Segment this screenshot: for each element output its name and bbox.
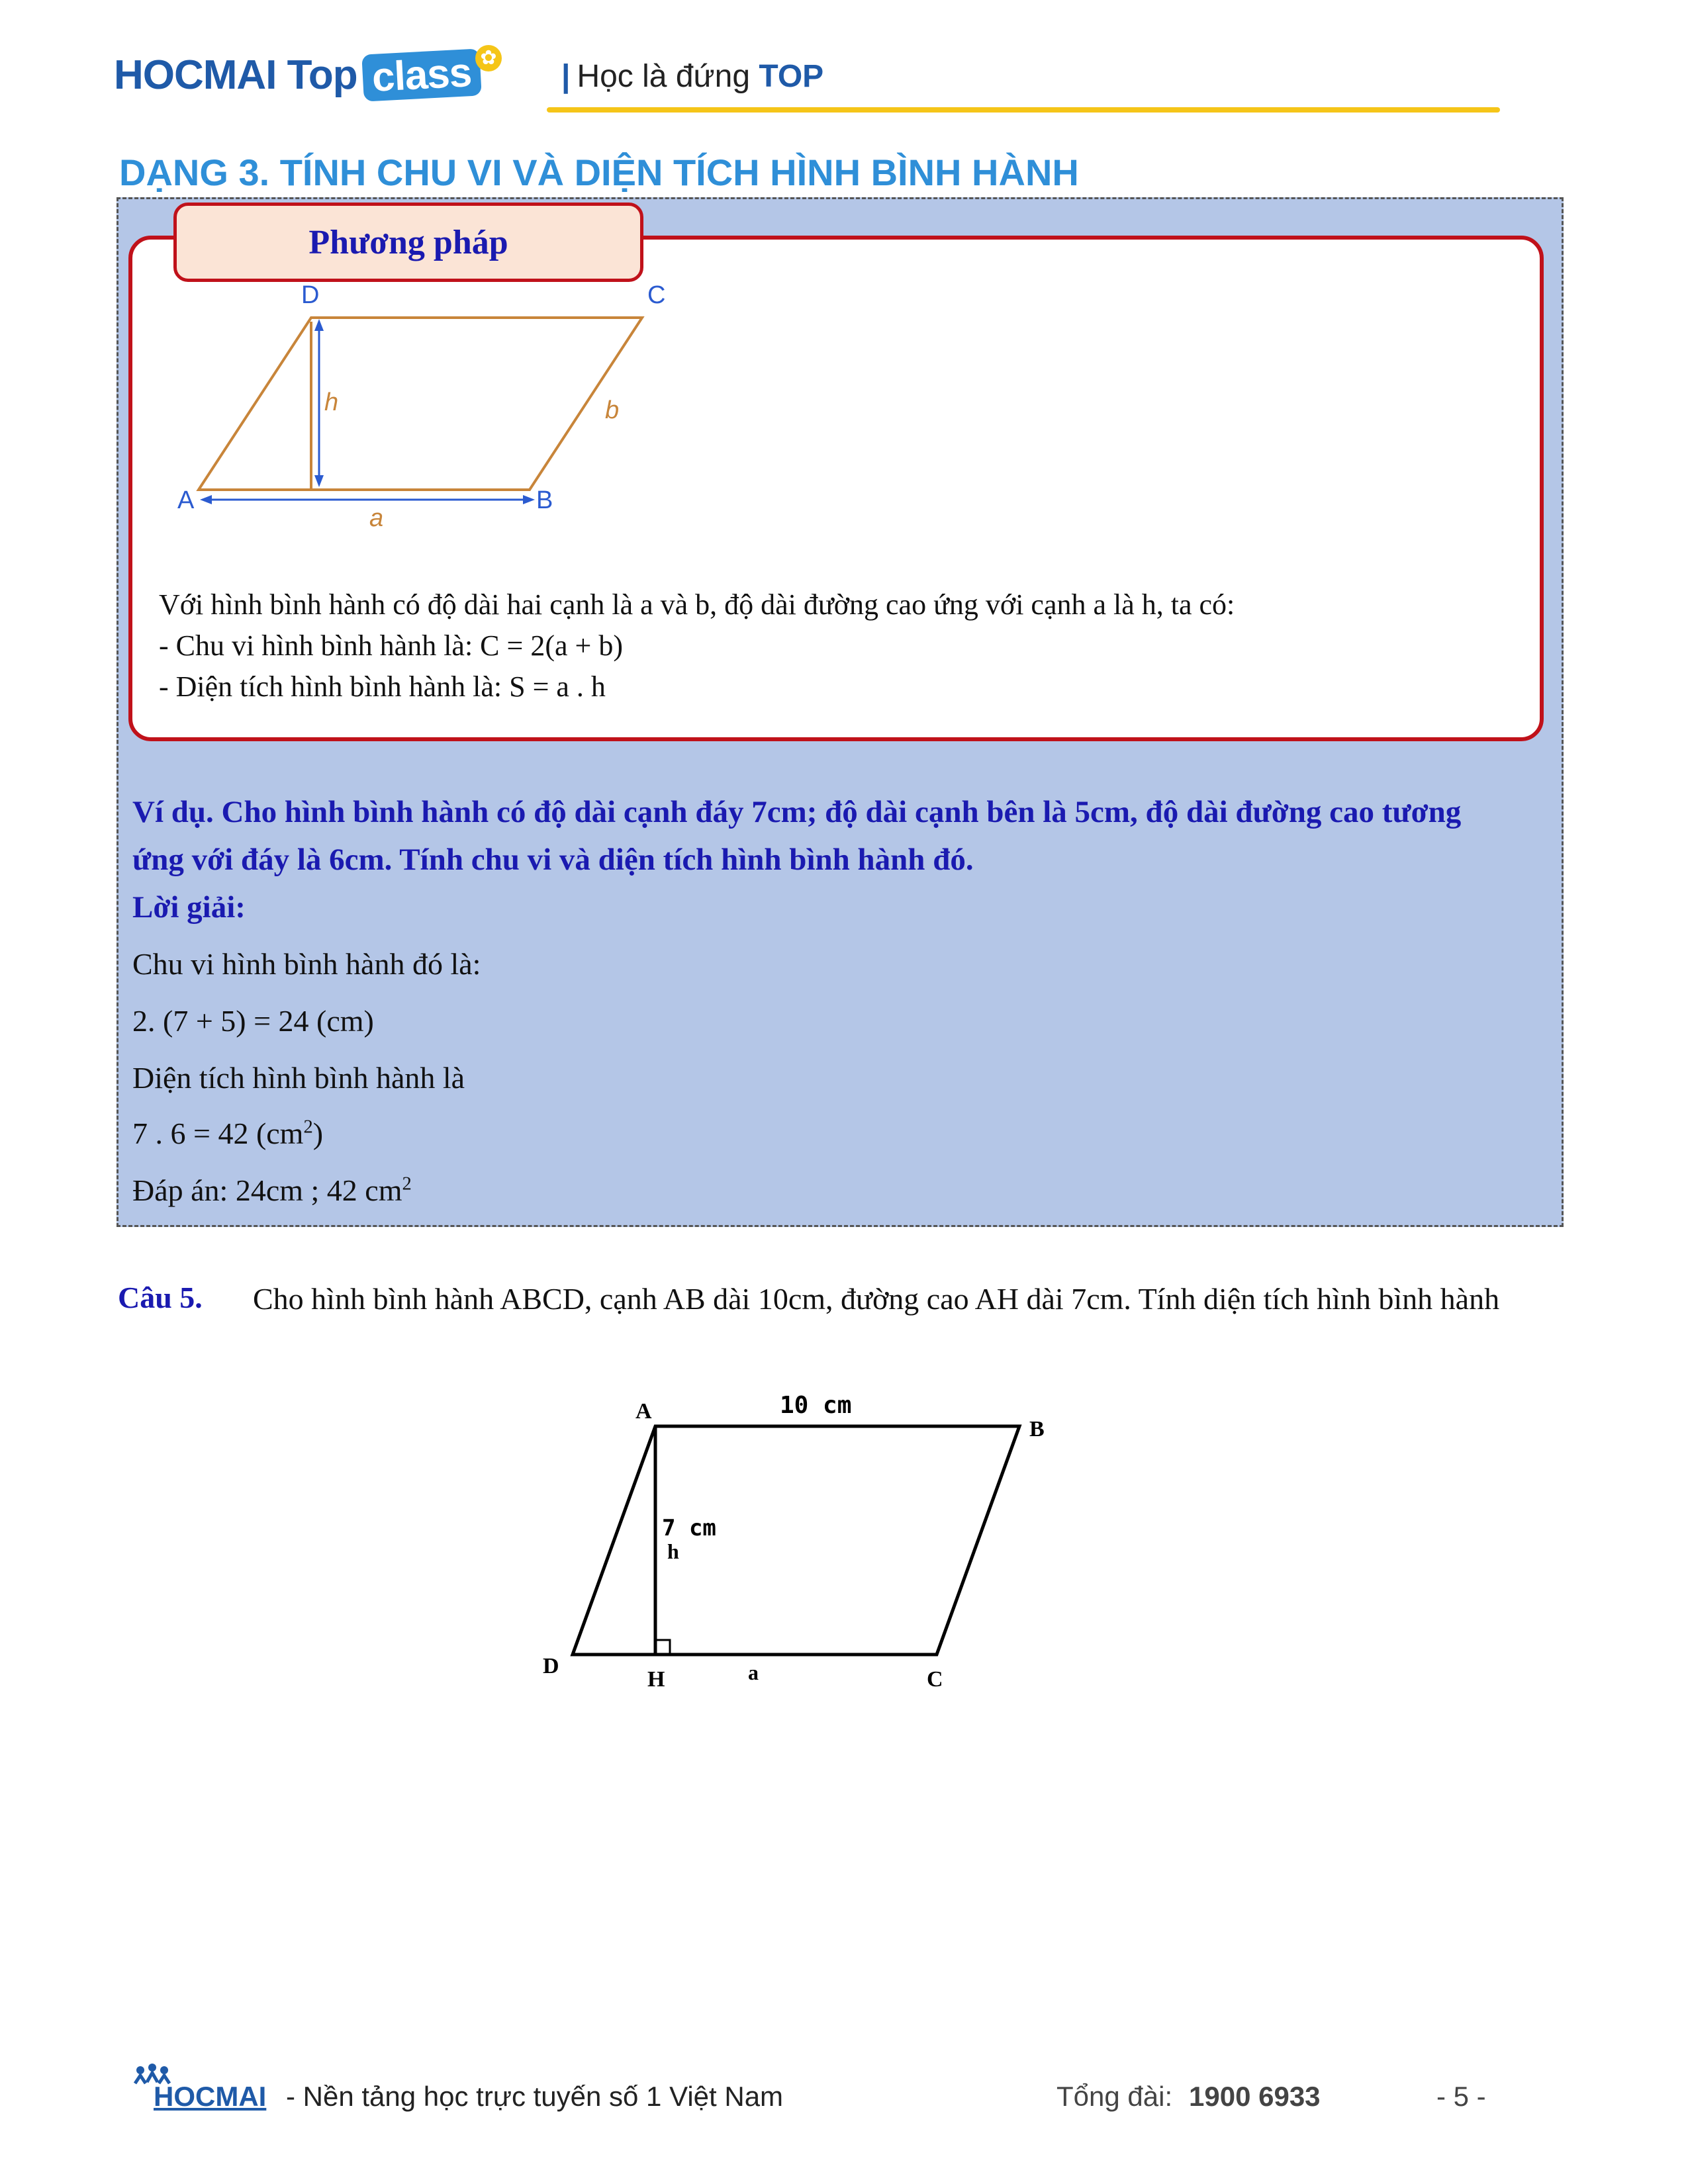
arrowhead-right-icon — [523, 495, 535, 504]
label-D: D — [301, 281, 320, 309]
slogan-prefix: Học là đứng — [577, 59, 751, 94]
label-C: C — [647, 281, 666, 309]
example-line-1: Ví dụ. Cho hình bình hành có độ dài cạnh đáy 7cm; độ dài cạnh bên là 5cm, độ dài đường cao tương — [132, 795, 1462, 829]
solution-label: Lời giải: — [132, 890, 246, 925]
logo-main: HOCMAI — [114, 52, 277, 98]
parallelogram-shape — [573, 1426, 1019, 1655]
hocmai-topclass-logo — [114, 52, 481, 99]
footer-brand[interactable]: HOCMAI — [154, 2081, 267, 2112]
label-A: A — [177, 486, 195, 514]
label-b: b — [605, 396, 620, 424]
slogan-top: TOP — [759, 59, 824, 94]
solution-line-4-main: 7 . 6 = 42 (cm — [132, 1116, 304, 1150]
solution-line-2: 2. (7 + 5) = 24 (cm) — [132, 1004, 374, 1038]
parallelogram-figure-question — [530, 1377, 1086, 1707]
label-h: h — [667, 1539, 679, 1563]
solution-line-1: Chu vi hình bình hành đó là: — [132, 947, 481, 981]
right-angle-mark — [655, 1640, 670, 1655]
section-title: DẠNG 3. TÍNH CHU VI VÀ DIỆN TÍCH HÌNH BÌNH HÀNH — [119, 152, 1079, 193]
slogan — [561, 58, 823, 95]
solution-answer — [132, 1173, 412, 1208]
arrowhead-left-icon — [200, 495, 212, 504]
page-number: - 5 - — [1436, 2081, 1486, 2112]
star-icon: ✿ — [475, 45, 502, 71]
superscript: 2 — [402, 1173, 412, 1195]
method-line-2: - Chu vi hình bình hành là: C = 2(a + b) — [159, 629, 623, 662]
superscript: 2 — [303, 1116, 313, 1138]
label-B: B — [1029, 1417, 1045, 1441]
solution-answer-main: Đáp án: 24cm ; 42 cm — [132, 1173, 402, 1207]
parallelogram-figure-method — [165, 271, 695, 536]
logo-class: class — [361, 48, 482, 101]
label-a: a — [369, 504, 384, 532]
question-text: Cho hình bình hành ABCD, cạnh AB dài 10cm, đường cao AH dài 7cm. Tính diện tích hình bình hành — [253, 1282, 1500, 1316]
footer-tagline: - Nền tảng học trực tuyến số 1 Việt Nam — [286, 2081, 784, 2112]
arrowhead-up-icon — [314, 319, 324, 331]
slogan-bar: | — [561, 59, 571, 94]
label-B: B — [536, 486, 553, 514]
label-C: C — [927, 1667, 943, 1692]
arrowhead-down-icon — [314, 475, 324, 487]
solution-line-4-end: ) — [312, 1116, 324, 1150]
parallelogram-shape — [199, 318, 642, 490]
method-line-1: Với hình bình hành có độ dài hai cạnh là a và b, độ dài đường cao ứng với cạnh a là h, ta có: — [159, 588, 1235, 621]
label-A: A — [635, 1399, 652, 1424]
label-H: H — [647, 1667, 665, 1692]
logo-top: Top — [287, 52, 357, 98]
method-line-3: - Diện tích hình bình hành là: S = a . h — [159, 670, 606, 703]
label-a: a — [748, 1661, 759, 1684]
footer-phone-label: Tổng đài: — [1056, 2081, 1173, 2112]
footer-phone: 1900 6933 — [1189, 2081, 1321, 2112]
question-label: Câu 5. — [118, 1281, 203, 1314]
method-tab: Phương pháp — [173, 203, 643, 282]
label-ab-length: 10 cm — [780, 1392, 852, 1419]
solution-line-3: Diện tích hình bình hành là — [132, 1061, 465, 1095]
solution-line-4 — [132, 1116, 323, 1151]
example-line-2: ứng với đáy là 6cm. Tính chu vi và diện tích hình bình hành đó. — [132, 842, 974, 877]
header-divider — [547, 107, 1500, 113]
label-height-length: 7 cm — [662, 1515, 716, 1541]
label-h: h — [324, 388, 339, 416]
label-D: D — [543, 1654, 559, 1678]
